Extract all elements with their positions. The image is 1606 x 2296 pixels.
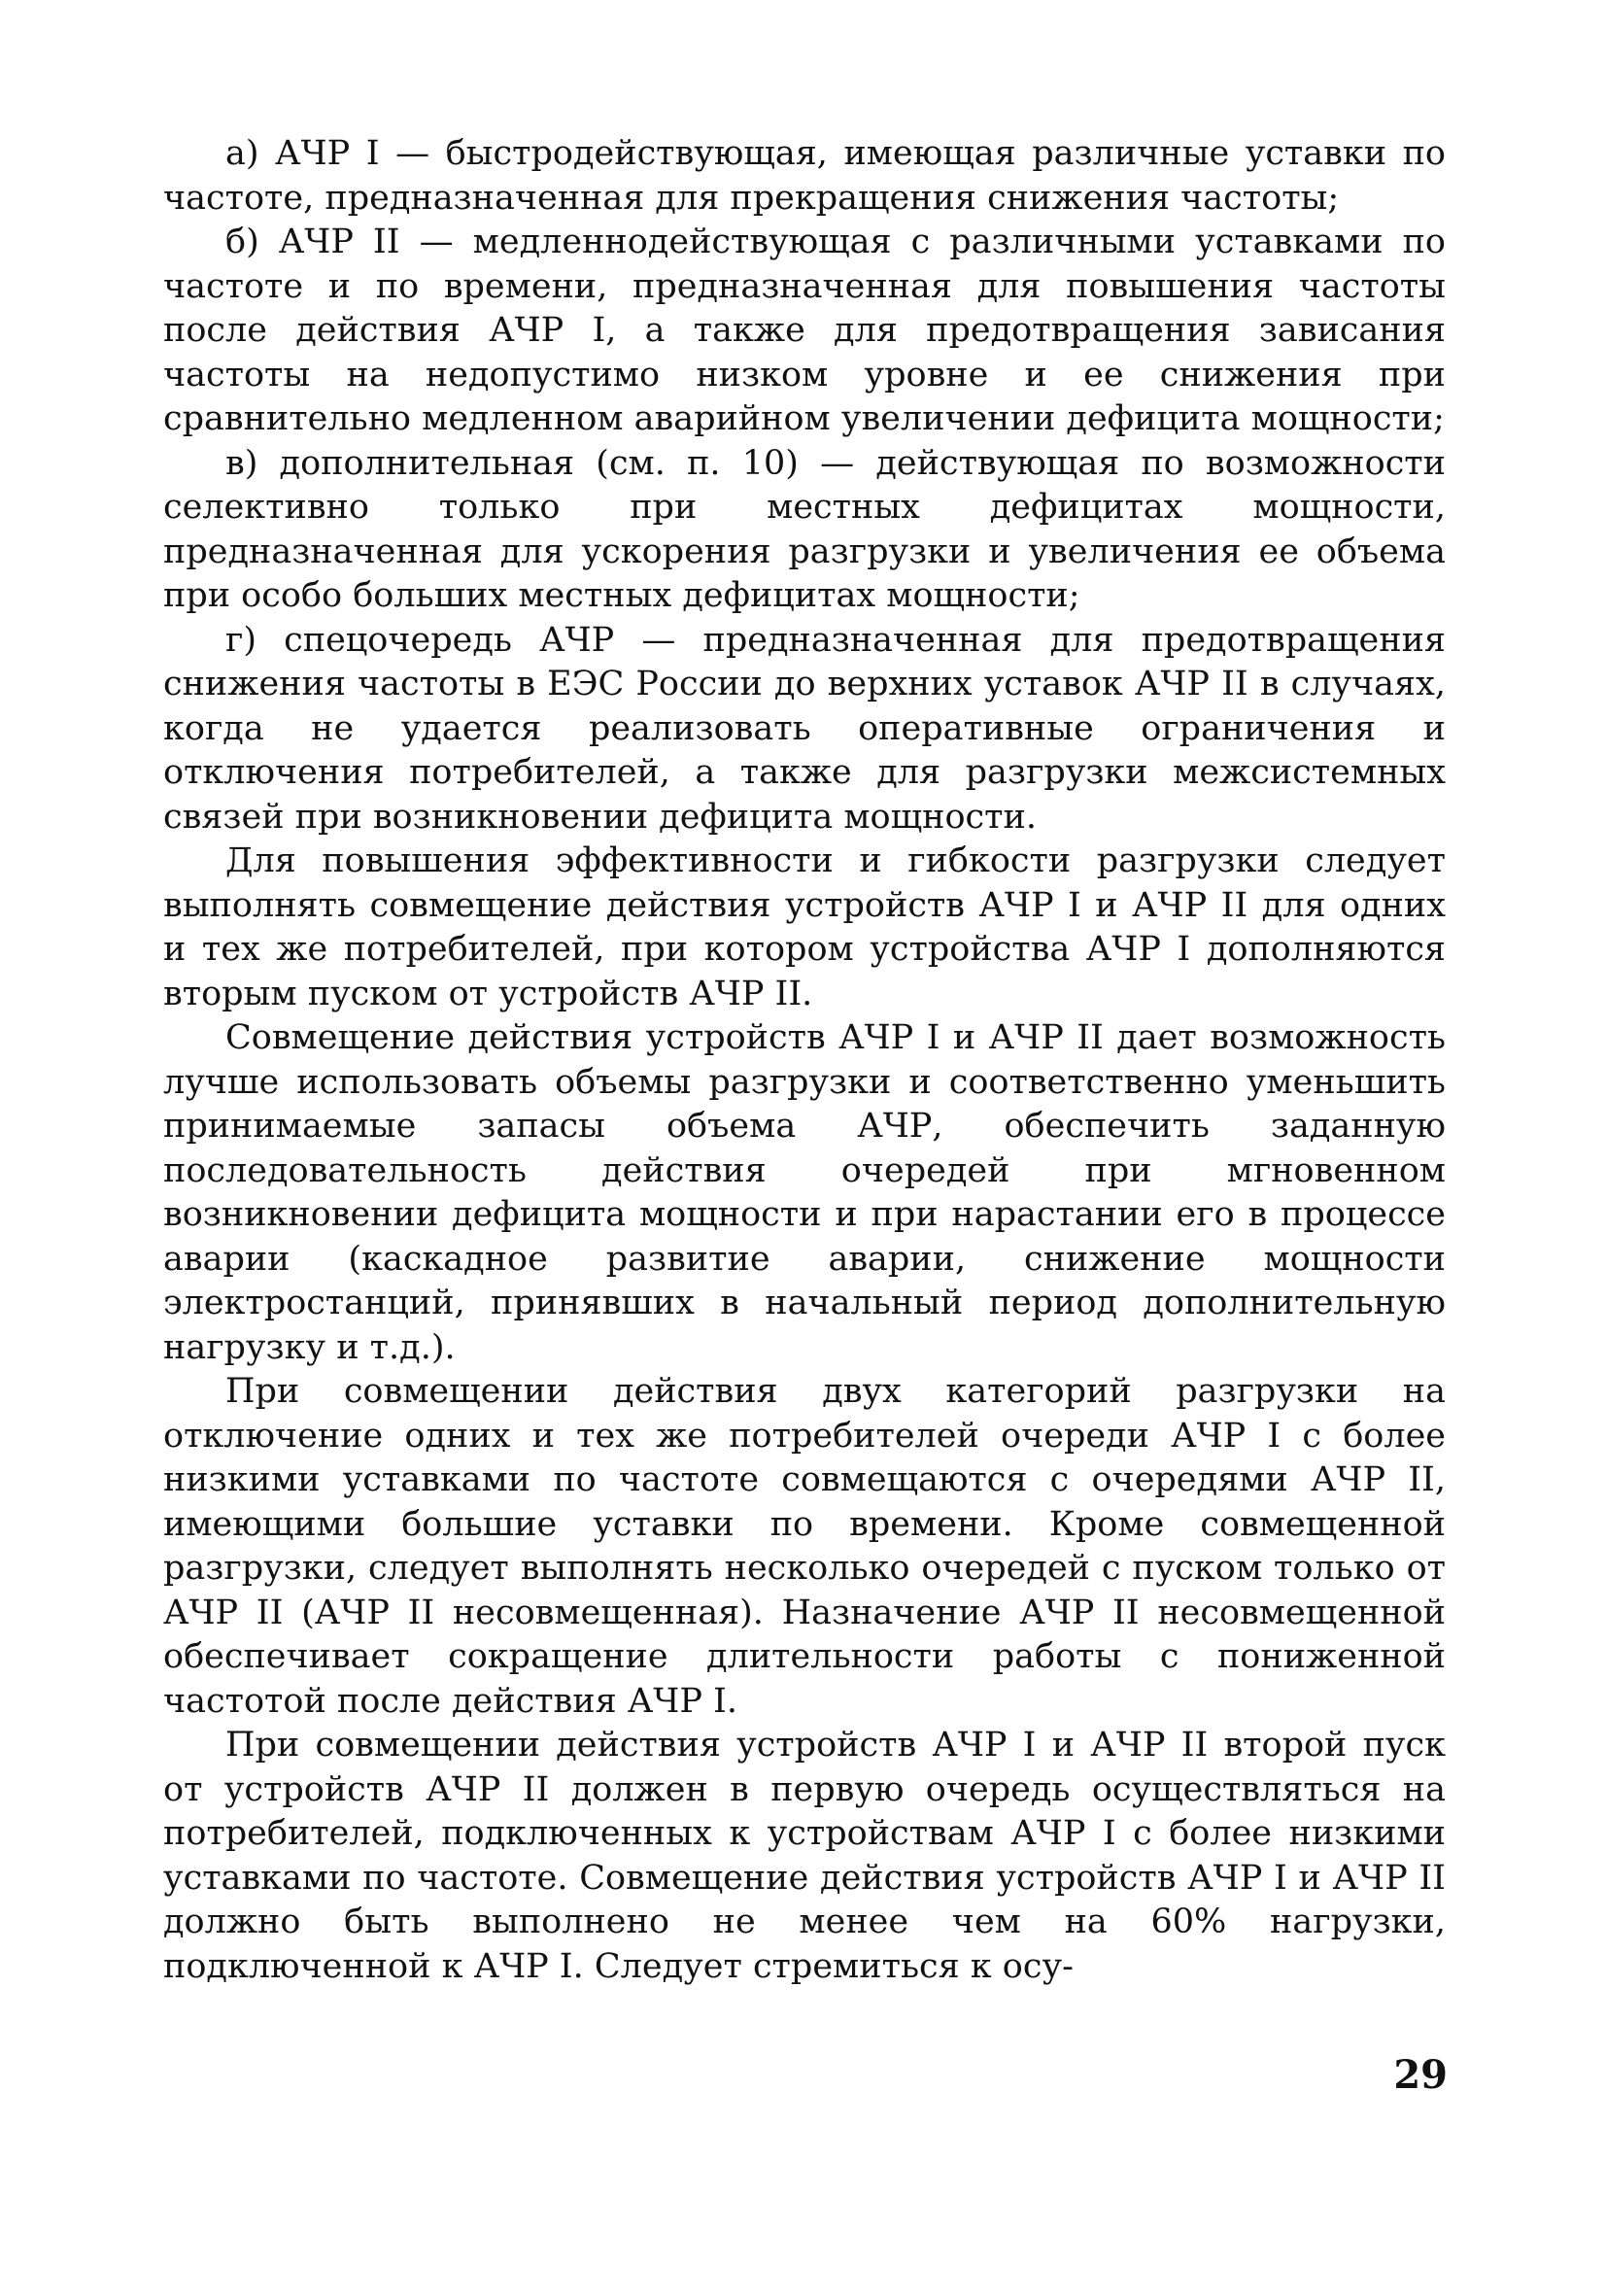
list-item-c: в) дополнительная (см. п. 10) — действующая по возможности селективно только при местных дефицитах мощности, предназначенная для ускорения разгрузки и увеличения ее объема при особо больших местных дефицитах мощности; (163, 443, 1446, 615)
list-item-d: г) спецочередь АЧР — предназначенная для предотвращения снижения частоты в ЕЭС России до верхних уставок АЧР II в случаях, когда не удается реализовать оперативные ограничения и отключения потребителей, а также для разгрузки межсистемных связей при возникновении дефицита мощности. (163, 620, 1446, 837)
paragraph-two-categories: При совмещении действия двух категорий разгрузки на отключение одних и тех же потребителей очереди АЧР I с более низкими уставками по частоте совмещаются с очередями АЧР II, имеющими большие уставки по времени. Кроме совмещенной разгрузки, следует выполнять несколько очередей с пуском только от АЧР II (АЧР II несовмещенная). Назначение АЧР II несовмещенной обеспечивает сокращение длительности работы с пониженной частотой после действия АЧР I. (163, 1372, 1446, 1721)
paragraph-combination-purpose: Для повышения эффективности и гибкости разгрузки следует выполнять совмещение действия устройств АЧР I и АЧР II для одних и тех же потребителей, при котором устройства АЧР I дополняются вторым пуском от устройств АЧР II. (163, 841, 1446, 1013)
list-item-b: б) АЧР II — медленнодействующая с различными уставками по частоте и по времени, предназначенная для повышения частоты после действия АЧР I, а также для предотвращения зависания частоты на недопустимо низком уровне и ее снижения при сравнительно медленном аварийном увеличении дефицита мощности; (163, 223, 1446, 438)
page-body (163, 132, 1446, 1989)
list-item-a: а) АЧР I — быстродействующая, имеющая различные уставки по частоте, предназначенная для прекращения снижения частоты; (163, 134, 1446, 218)
paragraph-second-start: При совмещении действия устройств АЧР I и АЧР II второй пуск от устройств АЧР II должен в первую очередь осуществляться на потребителей, подключенных к устройствам АЧР I с более низкими уставками по частоте. Совмещение действия устройств АЧР I и АЧР II должно быть выполнено не менее чем на 60% нагрузки, подключенной к АЧР I. Следует стремиться к осу- (163, 1726, 1446, 1986)
paragraph-combination-benefits: Совмещение действия устройств АЧР I и АЧР II дает возможность лучше использовать объемы разгрузки и соответственно уменьшить принимаемые запасы объема АЧР, обеспечить заданную последовательность действия очередей при мгновенном возникновении дефицита мощности и при нарастании его в процессе аварии (каскадное развитие аварии, снижение мощности электростанций, принявших в начальный период дополнительную нагрузку и т.д.). (163, 1018, 1446, 1367)
page-number: 29 (1393, 2052, 1448, 2098)
